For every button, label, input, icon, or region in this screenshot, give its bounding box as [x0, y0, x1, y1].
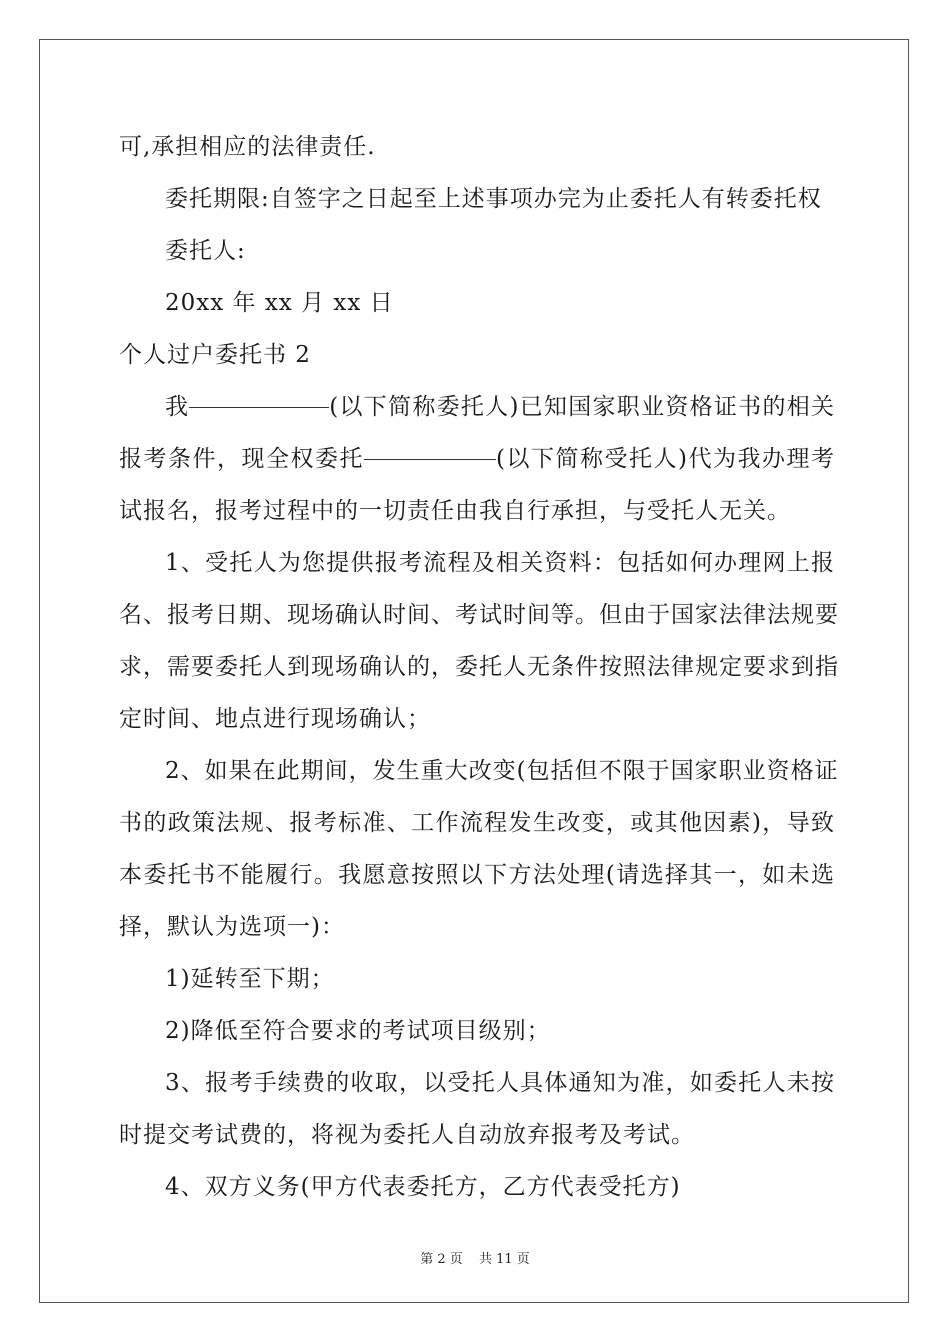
paragraph-line: 定时间、地点进行现场确认； — [119, 706, 431, 732]
paragraph-line: 1、受托人为您提供报考流程及相关资料：包括如何办理网上报 — [165, 550, 835, 576]
blank-field — [364, 433, 496, 460]
text-span: (以下简称委托人)已知国家职业资格证书的相关 — [329, 394, 835, 420]
text-span: 我 — [165, 394, 190, 420]
page-footer — [0, 1248, 950, 1267]
document-body — [119, 121, 839, 1213]
paragraph-line: 2、如果在此期间，发生重大改变(包括但不限于国家职业资格证 — [165, 758, 839, 784]
page-total: 共 11 页 — [478, 1252, 530, 1267]
paragraph-line: 名、报考日期、现场确认时间、考试时间等。但由于国家法律法规要 — [119, 602, 839, 628]
paragraph-line: 4、双方义务(甲方代表委托方，乙方代表受托方) — [165, 1174, 681, 1200]
text-line: 可,承担相应的法律责任. — [119, 134, 376, 160]
paragraph-line: 书的政策法规、报考标准、工作流程发生改变，或其他因素)，导致 — [119, 810, 835, 836]
text-line: 委托人: — [165, 238, 246, 264]
paragraph-line: 时提交考试费的，将视为委托人自动放弃报考及考试。 — [119, 1122, 695, 1148]
paragraph-line — [119, 381, 835, 433]
option-line: 2)降低至符合要求的考试项目级别； — [165, 1018, 551, 1044]
text-span: 报考条件，现全权委托 — [119, 446, 365, 472]
paragraph-line: 3、报考手续费的收取，以受托人具体通知为准，如委托人未按 — [165, 1070, 835, 1096]
date-line: 20xx 年 xx 月 xx 日 — [165, 290, 394, 316]
paragraph-line: 试报名，报考过程中的一切责任由我自行承担，与受托人无关。 — [119, 498, 791, 524]
option-line: 1)延转至下期； — [165, 966, 335, 992]
blank-field — [189, 381, 329, 408]
paragraph-line: 择，默认为选项一)： — [119, 914, 345, 940]
paragraph-line: 本委托书不能履行。我愿意按照以下方法处理(请选择其一，如未选 — [119, 862, 835, 888]
section-title: 个人过户委托书 2 — [119, 342, 311, 368]
text-span: (以下简称受托人)代为我办理考 — [496, 446, 836, 472]
text-line: 委托期限:自签字之日起至上述事项办完为止委托人有转委托权 — [165, 186, 822, 212]
paragraph-line — [119, 433, 835, 485]
page-number: 第 2 页 — [420, 1252, 463, 1267]
paragraph-line: 求，需要委托人到现场确认的，委托人无条件按照法律规定要求到指 — [119, 654, 839, 680]
